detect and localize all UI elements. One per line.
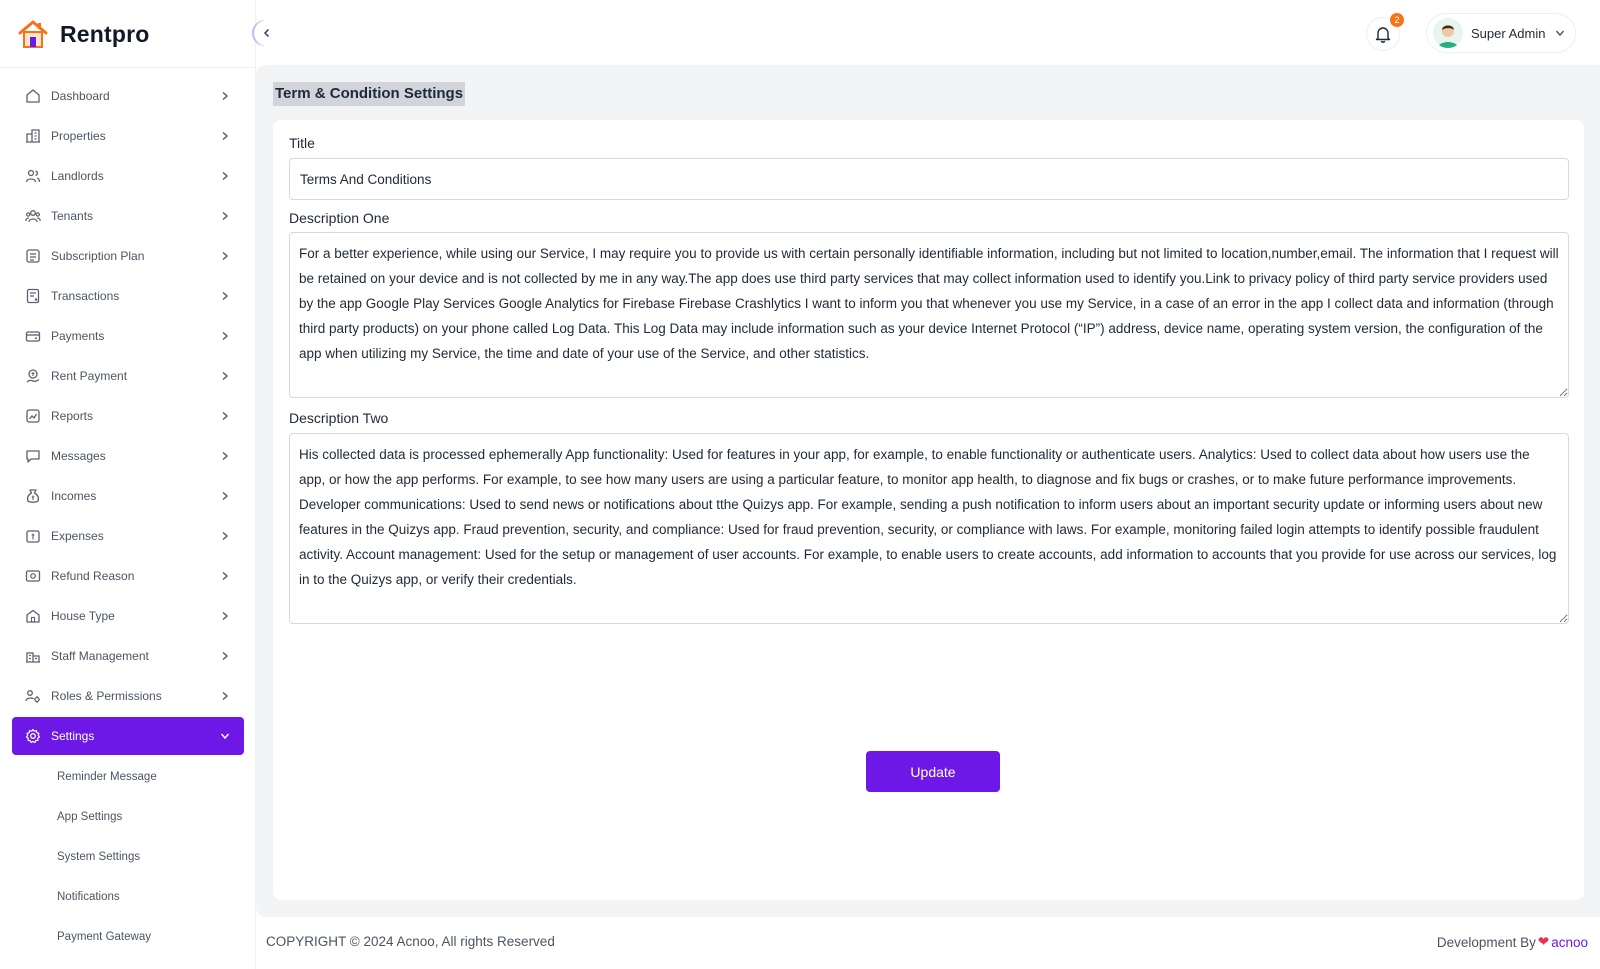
chevron-right-icon xyxy=(220,91,230,101)
roles-icon xyxy=(25,688,41,704)
sidebar-item-label: Roles & Permissions xyxy=(51,689,162,703)
sidebar-item-dashboard[interactable] xyxy=(12,77,244,115)
users-group-icon xyxy=(25,208,41,224)
submenu-item-system-settings[interactable]: System Settings xyxy=(57,851,141,863)
payments-icon xyxy=(25,328,41,344)
sidebar-item-house-type[interactable] xyxy=(12,597,244,635)
title-label: Title xyxy=(289,135,315,151)
sidebar-item-refund-reason[interactable] xyxy=(12,557,244,595)
sidebar-item-incomes[interactable] xyxy=(12,477,244,515)
sidebar-item-label: Settings xyxy=(51,729,95,743)
gear-icon xyxy=(25,728,41,744)
user-menu[interactable] xyxy=(1426,13,1576,53)
sidebar-item-label: Staff Management xyxy=(51,649,149,663)
user-name: Super Admin xyxy=(1471,25,1546,41)
sidebar-item-reports[interactable] xyxy=(12,397,244,435)
sidebar-item-label: Refund Reason xyxy=(51,569,135,583)
notification-count-badge: 2 xyxy=(1390,13,1404,27)
sidebar-item-staff-management[interactable] xyxy=(12,637,244,675)
income-icon xyxy=(25,488,41,504)
sidebar-item-label: Rent Payment xyxy=(51,369,128,383)
transactions-icon xyxy=(25,288,41,304)
footer-dev-link[interactable]: acnoo xyxy=(1551,934,1588,950)
chevron-right-icon xyxy=(220,131,230,141)
sidebar-item-label: House Type xyxy=(51,609,115,623)
sidebar-collapse-button[interactable] xyxy=(254,20,280,46)
sidebar-item-label: Dashboard xyxy=(51,89,110,103)
sidebar-item-payments[interactable] xyxy=(12,317,244,355)
chevron-right-icon xyxy=(220,291,230,301)
brand-name: Rentpro xyxy=(60,20,150,47)
description-one-textarea[interactable] xyxy=(289,232,1569,398)
expense-icon xyxy=(25,528,41,544)
submenu-item-app-settings[interactable]: App Settings xyxy=(57,811,123,823)
house-type-icon xyxy=(25,608,41,624)
notification-button[interactable] xyxy=(1366,17,1400,51)
sidebar-nav xyxy=(12,77,244,957)
description-two-textarea[interactable] xyxy=(289,433,1569,624)
submenu-item-reminder-message[interactable]: Reminder Message xyxy=(57,771,157,783)
sidebar-item-expenses[interactable] xyxy=(12,517,244,555)
footer-dev-prefix: Development By xyxy=(1436,934,1536,950)
main-content xyxy=(256,65,1600,917)
sidebar xyxy=(0,0,256,969)
update-button[interactable]: Update xyxy=(866,751,1000,792)
sidebar-item-tenants[interactable] xyxy=(12,197,244,235)
settings-card xyxy=(273,120,1584,900)
sidebar-item-label: Messages xyxy=(51,449,106,463)
sidebar-item-label: Properties xyxy=(51,129,106,143)
submenu-item-notifications[interactable]: Notifications xyxy=(57,891,120,903)
sidebar-divider xyxy=(0,67,256,68)
sidebar-item-subscription-plan[interactable] xyxy=(12,237,244,275)
brand[interactable] xyxy=(16,16,150,52)
sidebar-item-label: Payments xyxy=(51,329,105,343)
sidebar-item-transactions[interactable] xyxy=(12,277,244,315)
sidebar-item-roles-permissions[interactable] xyxy=(12,677,244,715)
chevron-right-icon xyxy=(220,371,230,381)
chevron-right-icon xyxy=(220,331,230,341)
sidebar-item-label: Expenses xyxy=(51,529,104,543)
users-icon xyxy=(25,168,41,184)
sidebar-item-properties[interactable] xyxy=(12,117,244,155)
sidebar-item-label: Tenants xyxy=(51,209,94,223)
sidebar-item-messages[interactable] xyxy=(12,437,244,475)
home-icon xyxy=(25,88,41,104)
staff-icon xyxy=(25,648,41,664)
chevron-right-icon xyxy=(220,691,230,701)
refund-icon xyxy=(25,568,41,584)
reports-icon xyxy=(25,408,41,424)
description-two-label: Description Two xyxy=(289,410,389,426)
footer-credit xyxy=(1437,934,1588,950)
sidebar-item-landlords[interactable] xyxy=(12,157,244,195)
chevron-down-icon xyxy=(1555,28,1565,38)
chevron-right-icon xyxy=(220,411,230,421)
chevron-left-icon xyxy=(262,28,272,38)
chevron-right-icon xyxy=(220,491,230,501)
bell-icon xyxy=(1374,25,1392,43)
chevron-right-icon xyxy=(220,171,230,181)
sidebar-item-rent-payment[interactable] xyxy=(12,357,244,395)
sidebar-item-label: Landlords xyxy=(51,169,104,183)
sidebar-item-label: Transactions xyxy=(51,289,120,303)
avatar xyxy=(1433,18,1463,48)
chevron-right-icon xyxy=(220,611,230,621)
sidebar-item-settings[interactable] xyxy=(12,717,244,755)
subscription-icon xyxy=(25,248,41,264)
submenu-item-payment-gateway[interactable]: Payment Gateway xyxy=(57,931,151,943)
chevron-right-icon xyxy=(220,651,230,661)
settings-submenu xyxy=(12,757,244,957)
page-title: Term & Condition Settings xyxy=(273,82,465,106)
chevron-right-icon xyxy=(220,211,230,221)
house-logo-icon xyxy=(16,17,50,51)
sidebar-item-label: Reports xyxy=(51,409,94,423)
title-input[interactable] xyxy=(289,158,1569,200)
heart-icon: ❤ xyxy=(1537,934,1550,949)
chevron-right-icon xyxy=(220,451,230,461)
sidebar-item-label: Subscription Plan xyxy=(51,249,145,263)
chevron-right-icon xyxy=(220,251,230,261)
message-icon xyxy=(25,448,41,464)
footer-copyright: COPYRIGHT © 2024 Acnoo, All rights Reserved xyxy=(266,934,555,949)
chevron-right-icon xyxy=(220,531,230,541)
sidebar-item-label: Incomes xyxy=(51,489,97,503)
rent-payment-icon xyxy=(25,368,41,384)
building-icon xyxy=(25,128,41,144)
chevron-right-icon xyxy=(220,571,230,581)
chevron-down-icon xyxy=(220,731,230,741)
description-one-label: Description One xyxy=(289,210,390,226)
